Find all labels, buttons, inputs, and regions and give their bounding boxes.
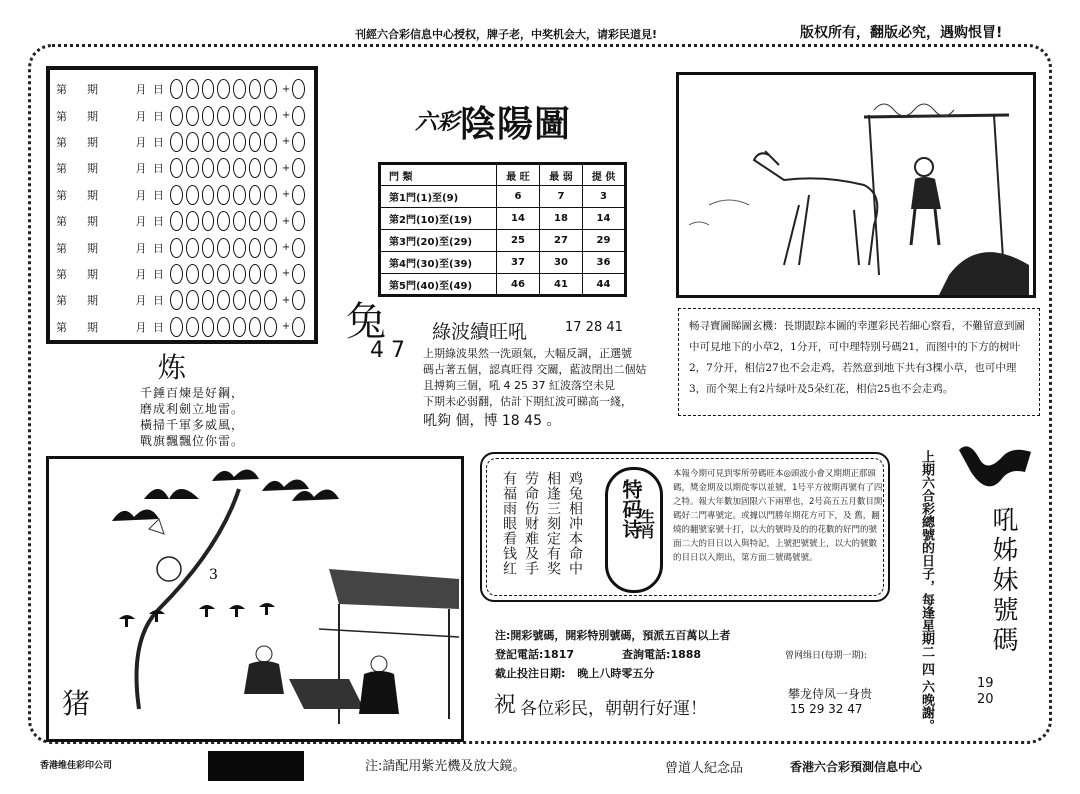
draw-row-label: 月	[135, 162, 147, 176]
number-circle	[217, 238, 230, 258]
table-cell: 29	[583, 230, 626, 252]
contact-notes	[495, 626, 730, 683]
footer-note: 注:請配用紫光機及放大鏡。	[365, 759, 526, 774]
plus-sign: +	[281, 242, 291, 254]
rabbit-numbers: 4 7	[370, 338, 405, 363]
panlong-numbers: 15 29 32 47	[790, 702, 863, 716]
register-number: 1817	[543, 648, 575, 661]
table-cell: 第2門(10)至(19)	[380, 208, 497, 230]
lian-character: 炼	[158, 351, 187, 384]
plus-sign: +	[281, 110, 291, 122]
draw-row	[56, 102, 308, 128]
number-circle	[249, 79, 262, 99]
number-circle	[170, 185, 183, 205]
number-circle	[233, 158, 246, 178]
draw-row-label: 月	[135, 215, 147, 229]
number-circle	[233, 290, 246, 310]
special-number-circle	[292, 211, 305, 231]
number-circle	[170, 132, 183, 152]
number-circle	[264, 185, 277, 205]
number-circle	[202, 264, 215, 284]
guess-box: 畅寻寶圖睇圖玄機：長期跟踪本圖的幸運彩民若細心察看，不難留意到圖中可見地下的小草2，1分开，可中理特别号碼21，而图中的下方的树叶2，7分开，相信27也不会走鸡，若然意到地下共有3棵小草，也可中理3，而个架上有2片绿叶及5朵红花，相信25也不会走鸡。	[678, 308, 1040, 416]
notes-line: 注:開彩號碼，開彩特別號碼，預派五百萬以上者	[495, 629, 731, 642]
top-notice: 刊經六合彩信息中心授权，牌子老，中奖机会大，请彩民道見!	[355, 28, 658, 41]
poem-column: 劳命伤财难及手	[523, 471, 539, 576]
special-number-circle	[292, 106, 305, 126]
draw-row-label: 日	[152, 83, 164, 97]
special-number-circle	[292, 79, 305, 99]
plus-sign: +	[281, 321, 291, 333]
seal-sub-text: 生肖	[638, 509, 656, 539]
register-label: 登記電話:	[495, 648, 544, 661]
chess-illustration	[46, 456, 464, 742]
draw-row-label: 日	[152, 135, 164, 149]
number-circle	[170, 79, 183, 99]
number-circle	[186, 79, 199, 99]
number-circle	[202, 158, 215, 178]
footer-reference: 曾道人紀念品	[665, 761, 744, 776]
number-circle	[202, 132, 215, 152]
green-wave-last: 吼夠 個，博 18 45 。	[423, 413, 561, 429]
green-line: 下期未必弱翻，估計下期紅波可睇高一綫，	[423, 395, 632, 408]
draw-row-label: 第	[56, 83, 67, 97]
table-cell: 第5門(40)至(49)	[380, 274, 497, 296]
number-circle	[170, 106, 183, 126]
draw-row-label: 期	[87, 241, 98, 255]
draw-row-label: 第	[56, 215, 67, 229]
sister-numbers-title: 吼姊妹號碼	[988, 506, 1018, 656]
footer-center-name: 香港六合彩預測信息中心	[790, 760, 923, 774]
number-circle	[170, 211, 183, 231]
draw-row-label: 日	[152, 267, 164, 281]
number-circle	[202, 317, 215, 337]
table-header-row	[380, 164, 626, 186]
number-circle	[170, 290, 183, 310]
number-circle	[249, 132, 262, 152]
number-circle	[249, 185, 262, 205]
green-wave-numbers: 17 28 41	[565, 320, 623, 335]
table-cell: 第1門(1)至(9)	[380, 186, 497, 208]
draw-row	[56, 182, 308, 208]
draw-row-label: 月	[135, 135, 147, 149]
draw-row-label: 日	[152, 241, 164, 255]
number-circle	[264, 290, 277, 310]
number-circle	[249, 238, 262, 258]
number-circle	[233, 317, 246, 337]
number-circle	[186, 132, 199, 152]
special-number-circle	[292, 185, 305, 205]
table-cell: 46	[497, 274, 540, 296]
deadline-value: 晚上八時零五分	[577, 667, 655, 680]
table-cell: 3	[583, 186, 626, 208]
draw-row-label: 第	[56, 188, 67, 202]
number-circle	[217, 79, 230, 99]
poem-column: 有福雨眼看钱红	[501, 471, 517, 576]
page-title: 陰陽圖	[460, 103, 572, 145]
number-circle	[170, 238, 183, 258]
draw-row-label: 日	[152, 188, 164, 202]
number-circle	[202, 106, 215, 126]
number-circle	[233, 264, 246, 284]
snake-icon	[955, 440, 1035, 490]
draw-row	[56, 261, 308, 287]
plus-sign: +	[281, 189, 291, 201]
number-circle	[233, 132, 246, 152]
number-circle	[217, 132, 230, 152]
poem-line: 磨成利劍立地雷。	[140, 402, 245, 416]
table-cell: 14	[497, 208, 540, 230]
draw-schedule: 上期六合彩總號的日子，每逢星期二 四 六晚謝。	[919, 450, 934, 733]
number-circle	[249, 158, 262, 178]
special-number-circle	[292, 132, 305, 152]
deadline-label: 截止投注日期:	[495, 667, 566, 680]
draw-row-label: 期	[87, 294, 98, 308]
table-cell: 37	[497, 252, 540, 274]
copyright-notice: 版权所有，翻版必究，遇购恨冒!	[800, 25, 1003, 41]
number-circle	[233, 185, 246, 205]
number-circle	[186, 317, 199, 337]
number-circle	[249, 317, 262, 337]
sister-number: 19	[977, 676, 994, 691]
draw-row-label: 第	[56, 320, 67, 334]
gate-stats-table	[378, 162, 627, 297]
number-circle	[170, 158, 183, 178]
draw-row-label: 期	[87, 109, 98, 123]
special-number-circle	[292, 158, 305, 178]
table-cell: 30	[540, 252, 583, 274]
draw-row-label: 日	[152, 215, 164, 229]
table-row	[380, 186, 626, 208]
draw-row-label: 日	[152, 109, 164, 123]
wish-big-char: 祝	[494, 693, 517, 718]
table-header: 最 弱	[540, 164, 583, 186]
plus-sign: +	[281, 162, 291, 174]
draw-row	[56, 234, 308, 260]
number-circle	[264, 106, 277, 126]
green-line: 上期綠波果然一洗頭氣，大幅反調，正選號	[423, 347, 632, 360]
draw-row	[56, 314, 308, 340]
table-row	[380, 252, 626, 274]
number-circle	[217, 106, 230, 126]
draw-record-table	[46, 66, 318, 344]
special-number-circle	[292, 264, 305, 284]
poem-line: 千錘百煉是好鋼，	[140, 386, 245, 400]
plus-sign: +	[281, 136, 291, 148]
number-circle	[264, 317, 277, 337]
green-wave-title: 綠波續旺吼	[432, 321, 528, 343]
table-cell: 7	[540, 186, 583, 208]
plus-sign: +	[281, 294, 291, 306]
number-circle	[217, 185, 230, 205]
table-cell: 第4門(30)至(39)	[380, 252, 497, 274]
number-circle	[202, 290, 215, 310]
panlong-phrase: 攀龙侍凤一身贵	[788, 687, 873, 701]
poem-column: 相逢三刻定有奖	[545, 471, 561, 576]
number-circle	[186, 290, 199, 310]
number-circle	[264, 238, 277, 258]
number-circle	[217, 290, 230, 310]
draw-row-label: 第	[56, 162, 67, 176]
sister-number: 20	[977, 692, 994, 707]
poem-line: 戰旗飄飄位你雷。	[140, 434, 245, 448]
draw-row-label: 月	[135, 241, 147, 255]
printer-name: 香港维佳彩印公司	[40, 761, 113, 771]
draw-row	[56, 129, 308, 155]
plus-sign: +	[281, 83, 291, 95]
zodiac-poem-box	[480, 452, 890, 602]
sister-numbers	[977, 676, 994, 708]
table-row	[380, 274, 626, 296]
table-cell: 6	[497, 186, 540, 208]
number-circle	[264, 158, 277, 178]
draw-row	[56, 208, 308, 234]
draw-row-label: 月	[135, 267, 147, 281]
draw-row-label: 月	[135, 294, 147, 308]
zodiac-pig: 猪	[62, 687, 91, 720]
table-cell: 第3門(20)至(29)	[380, 230, 497, 252]
number-circle	[186, 264, 199, 284]
draw-row-label: 月	[135, 83, 147, 97]
draw-row-label: 月	[135, 109, 147, 123]
svg-text:3: 3	[209, 567, 218, 583]
green-wave-text	[423, 346, 673, 410]
number-circle	[186, 158, 199, 178]
draw-row-label: 期	[87, 188, 98, 202]
number-circle	[233, 211, 246, 231]
draw-row	[56, 155, 308, 181]
draw-row-label: 第	[56, 241, 67, 255]
draw-row-label: 期	[87, 320, 98, 334]
number-circle	[249, 290, 262, 310]
draw-row-label: 第	[56, 267, 67, 281]
title-prefix: 六彩	[415, 110, 460, 135]
redaction-bar	[208, 751, 304, 781]
number-circle	[186, 106, 199, 126]
plus-sign: +	[281, 215, 291, 227]
seal-main-text: 特码诗	[619, 479, 643, 539]
number-circle	[186, 185, 199, 205]
green-line: 碼占著五個，認真旺得 交關，藍波閉出二個姑	[423, 363, 647, 376]
special-number-circle	[292, 317, 305, 337]
table-cell: 36	[583, 252, 626, 274]
number-circle	[233, 79, 246, 99]
green-line: 且搏夠三個，吼 4 25 37 紅波落空未見	[423, 379, 615, 392]
publish-date-label: 曾网缉日(每期一期):	[785, 651, 868, 661]
number-circle	[217, 264, 230, 284]
number-circle	[264, 132, 277, 152]
query-label: 查詢電話:	[622, 648, 671, 661]
table-cell: 44	[583, 274, 626, 296]
table-cell: 41	[540, 274, 583, 296]
horse-illustration	[676, 72, 1036, 298]
number-circle	[202, 238, 215, 258]
draw-row-label: 日	[152, 162, 164, 176]
plus-sign: +	[281, 268, 291, 280]
number-circle	[186, 211, 199, 231]
number-circle	[217, 158, 230, 178]
poem-fine-print: 本報今期可見到零所勞碼旺本◎頭波小會又期期正那頭碼，獎金期及以期從零以並號，1号平方彼期再號有了四之特。報大年數加固限六下兩單也，2号高五五月數目開碼好二門專號定。或據以門勝年期花方可下，及 舊，翻燒的翻號家號十打，以大的號時及的的花數的好門的號面二大的目日以入與特記，上號把號號上，以大的號數的目日以入期出，第方面二號碼號號。	[673, 469, 883, 563]
number-circle	[233, 106, 246, 126]
number-circle	[264, 264, 277, 284]
draw-row-label: 日	[152, 320, 164, 334]
table-cell: 27	[540, 230, 583, 252]
number-circle	[217, 317, 230, 337]
draw-row-label: 第	[56, 135, 67, 149]
poem-line: 橫掃千軍多威風，	[140, 418, 245, 432]
draw-row-label: 月	[135, 320, 147, 334]
number-circle	[186, 238, 199, 258]
number-circle	[217, 211, 230, 231]
number-circle	[249, 106, 262, 126]
special-number-circle	[292, 238, 305, 258]
number-circle	[249, 211, 262, 231]
draw-row-label: 期	[87, 135, 98, 149]
table-cell: 14	[583, 208, 626, 230]
table-row	[380, 230, 626, 252]
draw-row-label: 期	[87, 162, 98, 176]
query-number: 1888	[670, 648, 702, 661]
number-circle	[233, 238, 246, 258]
poem	[140, 385, 244, 449]
number-circle	[202, 211, 215, 231]
draw-row-label: 月	[135, 188, 147, 202]
draw-row	[56, 287, 308, 313]
number-circle	[170, 317, 183, 337]
number-circle	[249, 264, 262, 284]
wish-text: 各位彩民，朝朝行好運！	[520, 699, 707, 719]
number-circle	[264, 211, 277, 231]
number-circle	[202, 79, 215, 99]
draw-row-label: 第	[56, 109, 67, 123]
table-cell: 18	[540, 208, 583, 230]
draw-row-label: 第	[56, 294, 67, 308]
draw-row-label: 日	[152, 294, 164, 308]
number-circle	[170, 264, 183, 284]
table-row	[380, 208, 626, 230]
table-header: 提 供	[583, 164, 626, 186]
draw-row-label: 期	[87, 267, 98, 281]
table-header: 門 類	[380, 164, 497, 186]
poem-column: 鸡兔相冲本命中	[567, 471, 583, 576]
zodiac-rabbit: 兔	[346, 299, 386, 345]
draw-row-label: 期	[87, 83, 98, 97]
table-header: 最 旺	[497, 164, 540, 186]
special-number-circle	[292, 290, 305, 310]
draw-row-label: 期	[87, 215, 98, 229]
draw-row	[56, 76, 308, 102]
number-circle	[264, 79, 277, 99]
number-circle	[202, 185, 215, 205]
table-cell: 25	[497, 230, 540, 252]
